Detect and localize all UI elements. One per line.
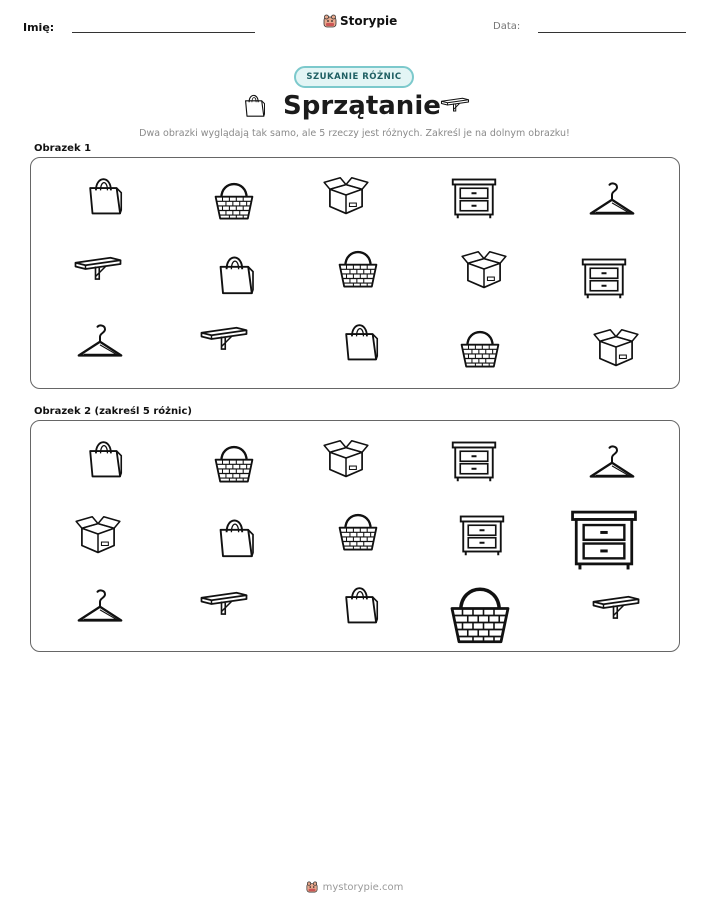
hanger-icon xyxy=(587,176,637,226)
bag-icon xyxy=(337,581,383,627)
box-icon xyxy=(323,172,369,218)
footer-url[interactable]: mystorypie.com xyxy=(322,881,404,893)
dresser-icon xyxy=(579,252,629,302)
dresser-icon xyxy=(449,172,499,222)
bag-icon xyxy=(81,172,127,218)
brand-name: Storypie xyxy=(340,14,398,28)
shelf-icon xyxy=(199,579,249,629)
shelf-icon xyxy=(73,244,123,294)
date-label: Data: xyxy=(493,21,521,32)
storypie-mascot-icon xyxy=(323,14,337,28)
dresser-icon xyxy=(449,435,499,485)
basket-icon xyxy=(335,507,381,553)
shelf-icon xyxy=(591,583,641,633)
dresser-large-icon xyxy=(567,501,641,575)
page-title: Sprzątanie xyxy=(283,91,441,121)
bag-icon xyxy=(337,318,383,364)
box-icon xyxy=(593,324,639,370)
box-icon xyxy=(75,511,121,557)
bag-icon xyxy=(240,90,268,120)
instructions: Dwa obrazki wyglądają tak samo, ale 5 rzeczy jest różnych. Zakreśl je na dolnym obrazku! xyxy=(139,128,570,139)
hanger-icon xyxy=(75,583,125,633)
bag-icon xyxy=(81,435,127,481)
brand-logo xyxy=(323,14,397,28)
picture2-label: Obrazek 2 (zakreśl 5 różnic) xyxy=(34,406,192,417)
category-badge: SZUKANIE RÓŻNIC xyxy=(294,66,414,88)
hanger-icon xyxy=(75,318,125,368)
basket-icon xyxy=(457,324,503,370)
bag-icon xyxy=(211,250,259,298)
name-label: Imię: xyxy=(23,21,55,34)
bag-icon xyxy=(211,513,259,561)
picture1-label: Obrazek 1 xyxy=(34,143,92,154)
box-icon xyxy=(461,246,507,292)
hanger-icon xyxy=(587,439,637,489)
footer xyxy=(0,881,709,893)
picture2-panel[interactable] xyxy=(30,420,680,652)
dresser-icon xyxy=(457,509,507,559)
shelf-icon xyxy=(199,314,249,364)
basket-icon xyxy=(211,439,257,485)
basket-large-icon xyxy=(445,577,515,647)
basket-icon xyxy=(335,244,381,290)
basket-icon xyxy=(211,176,257,222)
storypie-mascot-icon xyxy=(306,881,318,893)
name-input-line[interactable] xyxy=(72,32,255,33)
box-icon xyxy=(323,435,369,481)
date-input-line[interactable] xyxy=(538,32,686,33)
picture1-panel xyxy=(30,157,680,389)
shelf-icon xyxy=(438,90,472,120)
